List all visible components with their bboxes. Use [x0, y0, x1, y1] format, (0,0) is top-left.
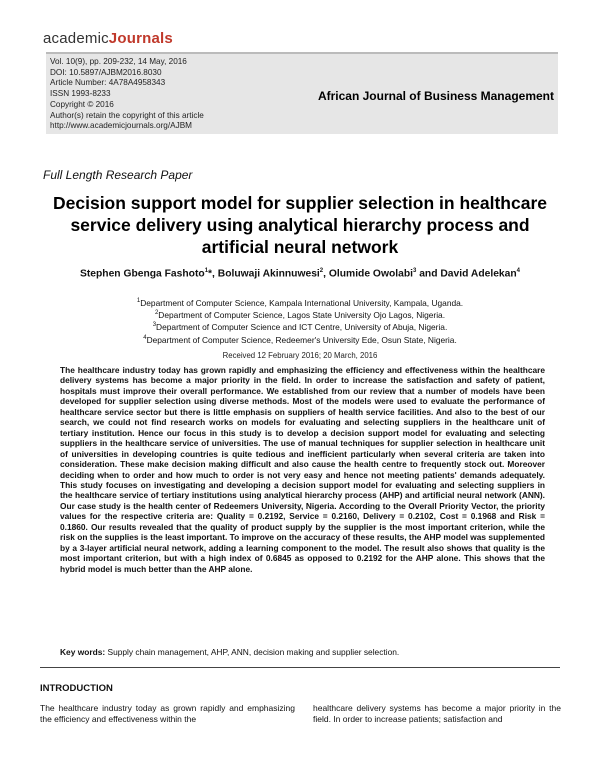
author-sup: 1	[204, 268, 209, 274]
affiliation	[40, 333, 560, 345]
meta-rights: Author(s) retain the copyright of this article	[50, 110, 204, 120]
introduction-heading: INTRODUCTION	[40, 683, 113, 694]
affiliation-sup: 4	[143, 334, 147, 341]
received-dates: Received 12 February 2016; 20 March, 2016	[222, 351, 378, 360]
affiliation-sup: 2	[154, 310, 159, 317]
journal-header-box	[46, 52, 558, 134]
author-separator: ,	[323, 268, 329, 280]
author-name: Boluwaji Akinnuwesi	[217, 268, 320, 280]
author-name: Olumide Owolabi	[328, 268, 413, 280]
affiliation	[40, 296, 560, 308]
author-sup: 2	[319, 268, 324, 274]
meta-copyright: Copyright © 2016	[50, 99, 114, 109]
meta-volume: Vol. 10(9), pp. 209-232, 14 May, 2016	[50, 57, 187, 66]
affiliation	[40, 320, 560, 332]
author-sup: 4	[516, 268, 521, 274]
publisher-logo	[43, 30, 173, 47]
affiliation-text: Department of Computer Science and ICT Centre, University of Abuja, Nigeria.	[156, 322, 448, 333]
keywords-label: Key words:	[60, 647, 106, 657]
affiliation	[40, 308, 560, 320]
affiliation-sup: 3	[152, 322, 157, 329]
intro-right-column: healthcare delivery systems has become a major priority in the field. In order to increase patients; satisfaction and	[313, 703, 561, 724]
author-name: Stephen Gbenga Fashoto	[79, 268, 205, 280]
abstract: The healthcare industry today has grown rapidly and emphasizing the efficiency and effectiveness within the healthcare delivery systems has become a major priority in the field. In order to increase the satisfaction and safety of patient, hospitals must improve their overall performance. We established from our review that a number of models have been developed for supplier selection using diverse methods. Most of the models were used to evaluate the performance of healthcare service sector but there is little emphasis on suppliers of health service facilities. And also to the best of our search, we could not find research works on models for evaluating and selecting suppliers in the healthcare unit of tertiary institution. Hence our focus in this study is to develop a decision support model for evaluating and selecting suppliers in the healthcare service of universities. The use of manual techniques for supplier selection in healthcare unit of universities in developing countries is quite tedious and inefficient particularly when several criteria are taken into consideration. These make decision making difficult and also cause the health centre to frequently stock out. Moreover deciding when to order and how much to order is not very easy and hence not meeting patients' demands adequately. This study focuses on investigating and developing a decision support model for evaluating and selecting suppliers in the healthcare service of tertiary institutions using analytical hierarchy process (AHP) and artificial neural network (ANN). Our case study is the health center of Redeemers University, Nigeria. According to the Overall Priority Vector, the priority values for the respective criteria are: Quality = 0.2192, Service = 0.2160, Delivery = 0.2102, Cost = 0.1968 and Risk = 0.1860. Our results revealed that the quality of product supply by the supplier is the most important criterion, while the risk on the supplies is the least important. To improve on the accuracy of these results, the AHP model was supplemented by a 3-layer artificial neural network, adding a learning component to the model. The result also shows that quality is the most important criterion, but with a high index of 0.6845 as opposed to 0.2192 for the AHP alone. This shows that the hybrid model is much better than the AHP alone.	[60, 365, 545, 574]
keywords	[60, 647, 550, 657]
logo-part2: Journals	[108, 30, 173, 47]
affiliation-text: Department of Computer Science, Lagos State University Ojo Lagos, Nigeria.	[158, 310, 446, 320]
meta-url[interactable]: http://www.academicjournals.org/AJBM	[50, 121, 192, 131]
logo-part1: academic	[43, 30, 109, 47]
author-separator: *,	[208, 268, 218, 280]
keywords-text: Supply chain management, AHP, ANN, decision making and supplier selection.	[107, 647, 400, 657]
author-sup: 3	[412, 268, 417, 274]
intro-left-column: The healthcare industry today as grown rapidly and emphasizing the efficiency and effectiveness within the	[40, 703, 295, 724]
author-list	[20, 268, 580, 279]
paper-title: Decision support model for supplier selection in healthcare service delivery using analytical hierarchy process and artificial neural network	[53, 193, 547, 257]
section-divider	[40, 667, 560, 668]
journal-name: African Journal of Business Management	[317, 89, 554, 103]
paper-type: Full Length Research Paper	[43, 168, 193, 182]
meta-doi: DOI: 10.5897/AJBM2016.8030	[50, 67, 162, 77]
affiliation-sup: 1	[136, 298, 141, 304]
meta-article-number: Article Number: 4A78A4958343	[50, 78, 166, 88]
affiliation-text: Department of Computer Science, Redeemer's University Ede, Osun State, Nigeria.	[146, 334, 457, 345]
affiliations	[40, 296, 560, 345]
article-metadata	[50, 57, 204, 132]
author-separator: and	[416, 268, 441, 280]
author-name: David Adelekan	[440, 268, 517, 280]
meta-issn: ISSN 1993-8233	[50, 89, 111, 99]
affiliation-text: Department of Computer Science, Kampala International University, Kampala, Uganda.	[140, 297, 464, 308]
